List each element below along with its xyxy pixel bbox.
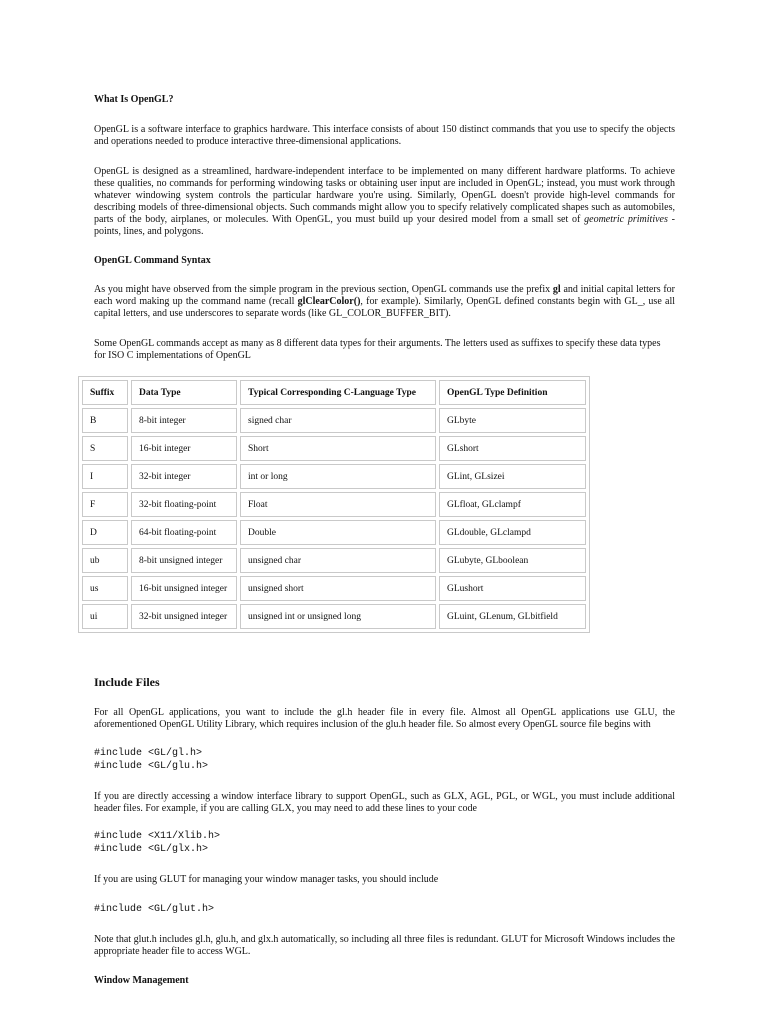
cell-suffix: ub [82,548,128,573]
cell-suffix: S [82,436,128,461]
cell-data-type: 16-bit integer [131,436,237,461]
cell-c-type: int or long [240,464,436,489]
data-types-table [78,376,590,633]
cell-suffix: I [82,464,128,489]
cell-suffix: B [82,408,128,433]
gl-prefix: gl [552,284,561,295]
cell-opengl-type: GLuint, GLenum, GLbitfield [439,604,586,629]
cell-suffix: us [82,576,128,601]
paragraph-what-is-2 [94,166,675,238]
cell-data-type: 64-bit floating-point [131,520,237,545]
cell-suffix: F [82,492,128,517]
cell-data-type: 16-bit unsigned integer [131,576,237,601]
code-block-glut-include: #include <GL/glut.h> [94,904,215,915]
paragraph-syntax-1-c: , for example). Similarly, OpenGL defined constants begin with GL_, use all capital letters, and use underscores to separate words (like GL_COLOR_BUFFER_BIT). [94,296,676,319]
cell-opengl-type: GLdouble, GLclampd [439,520,586,545]
paragraph-what-is-2-end: - points, lines, and polygons. [94,214,675,237]
paragraph-include-3: If you are using GLUT for managing your window manager tasks, you should include [94,874,439,885]
cell-c-type: Short [240,436,436,461]
table-header-row [82,380,586,405]
code-block-gl-includes: #include <GL/gl.h> #include <GL/glu.h> [94,748,209,772]
cell-data-type: 8-bit integer [131,408,237,433]
paragraph-include-1: For all OpenGL applications, you want to include the gl.h header file in every file. Almost all OpenGL applications use GLU, the aforementioned OpenGL Utility Library, which requires inclusion of the glu.h header file. So almost every OpenGL source file begins with [94,707,675,730]
table-row [82,548,586,573]
column-header-data-type: Data Type [131,380,237,405]
cell-opengl-type: GLfloat, GLclampf [439,492,586,517]
cell-c-type: unsigned short [240,576,436,601]
cell-opengl-type: GLint, GLsizei [439,464,586,489]
cell-c-type: Float [240,492,436,517]
cell-opengl-type: GLshort [439,436,586,461]
cell-data-type: 8-bit unsigned integer [131,548,237,573]
paragraph-what-is-1: OpenGL is a software interface to graphics hardware. This interface consists of about 150 distinct commands that you use to specify the objects and operations needed to produce interactive three-dimensional applications. [94,124,675,147]
table-row [82,604,586,629]
cell-opengl-type: GLubyte, GLboolean [439,548,586,573]
heading-what-is-opengl: What Is OpenGL? [94,94,174,105]
paragraph-syntax-2: Some OpenGL commands accept as many as 8 different data types for their arguments. The letters used as suffixes to specify these data types for ISO C implementations of OpenGL [94,338,661,361]
cell-data-type: 32-bit unsigned integer [131,604,237,629]
cell-c-type: signed char [240,408,436,433]
cell-data-type: 32-bit integer [131,464,237,489]
glclearcolor-command: glClearColor() [297,296,361,307]
heading-command-syntax: OpenGL Command Syntax [94,255,211,266]
paragraph-syntax-1-a: As you might have observed from the simple program in the previous section, OpenGL commands use the prefix [94,284,553,295]
cell-suffix: ui [82,604,128,629]
heading-include-files: Include Files [94,675,160,689]
cell-opengl-type: GLbyte [439,408,586,433]
column-header-suffix: Suffix [82,380,128,405]
column-header-opengl-type: OpenGL Type Definition [439,380,586,405]
table-row [82,436,586,461]
paragraph-syntax-1 [94,284,675,320]
cell-c-type: Double [240,520,436,545]
paragraph-include-2: If you are directly accessing a window interface library to support OpenGL, such as GLX, AGL, PGL, or WGL, you must include additional header files. For example, if you are calling GLX, you may need to add these lines to your code [94,791,675,814]
paragraph-what-is-2-text: OpenGL is designed as a streamlined, hardware-independent interface to be implemented on many different hardware platforms. To achieve these qualities, no commands for performing windowing tasks or obtaining user input are included in OpenGL; instead, you must work through whatever windowing system controls the particular hardware you're using. Similarly, OpenGL doesn't provide high-level commands for describing models of three-dimensional objects. Such commands might allow you to specify relatively complicated shapes such as automobiles, parts of the body, airplanes, or molecules. With OpenGL, you must build up your desired model from a small set of [94,166,675,225]
cell-data-type: 32-bit floating-point [131,492,237,517]
geometric-primitives-term: geometric primitives [584,214,668,225]
table-row [82,408,586,433]
paragraph-syntax-1-b: and initial capital letters for each word making up the command name (recall [94,284,676,307]
cell-c-type: unsigned int or unsigned long [240,604,436,629]
paragraph-include-4: Note that glut.h includes gl.h, glu.h, and glx.h automatically, so including all three files is redundant. GLUT for Microsoft Windows includes the appropriate header file to access WGL. [94,934,675,957]
cell-suffix: D [82,520,128,545]
table-row [82,464,586,489]
table-row [82,576,586,601]
cell-opengl-type: GLushort [439,576,586,601]
column-header-c-type: Typical Corresponding C-Language Type [240,380,436,405]
heading-window-management: Window Management [94,975,189,986]
code-block-glx-includes: #include <X11/Xlib.h> #include <GL/glx.h> [94,831,221,855]
table-row [82,520,586,545]
table-row [82,492,586,517]
cell-c-type: unsigned char [240,548,436,573]
